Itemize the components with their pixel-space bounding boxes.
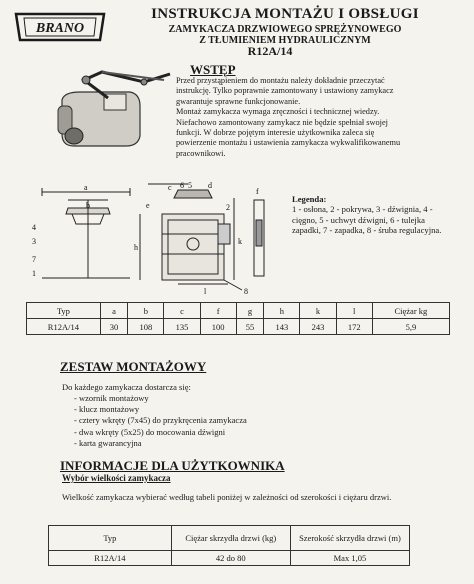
dim-label-a: a — [84, 183, 88, 192]
logo-text: BRANO — [35, 21, 85, 36]
legend — [292, 194, 442, 236]
table-header-cell: h — [264, 303, 300, 319]
list-item: - cztery wkręty (7x45) do przykręcenia zamykacza — [74, 415, 247, 426]
intro-text — [176, 76, 412, 159]
table-cell: 42 do 80 — [171, 551, 290, 566]
table-cell: 135 — [164, 319, 200, 335]
legend-text: 1 - osłona, 2 - pokrywa, 3 - dźwignia, 4 - cięgno, 5 - uchwyt dźwigni, 6 - tulejka zapadki, 7 - zapadka, 8 - śruba regulacyjna. — [292, 204, 442, 236]
table-row — [27, 319, 450, 335]
table-header-row — [27, 303, 450, 319]
document-title: INSTRUKCJA MONTAŻU I OBSŁUGI — [151, 6, 419, 22]
dim-label-c: c — [168, 183, 172, 192]
dim-label-k: k — [238, 237, 242, 246]
dim-label-b: b — [86, 201, 90, 210]
list-item: - klucz montażowy — [74, 404, 247, 415]
table-header-cell: l — [336, 303, 372, 319]
table-cell: 172 — [336, 319, 372, 335]
kit-heading: ZESTAW MONTAŻOWY — [60, 359, 207, 374]
table-header-cell: b — [128, 303, 164, 319]
table-header-cell: c — [164, 303, 200, 319]
intro-paragraph-2: Montaż zamykacza wymaga zręczności i technicznej wiedzy. Niefachowo zamontowany zamykacz nie będzie spełniał swojej funkcji. W dobrze pojętym interesie użytkownika zaleca się powierzenie montażu i ustawienia zamykacza wykwalifikowanemu pracownikowi. — [176, 107, 401, 158]
part-label-3: 3 — [32, 237, 36, 246]
part-label-2: 2 — [226, 203, 230, 212]
kit-intro: Do każdego zamykacza dostarcza się: — [62, 382, 191, 392]
table-header-cell: Typ — [49, 526, 172, 551]
table-cell: 108 — [128, 319, 164, 335]
list-item: - dwa wkręty (5x25) do mocowania dźwigni — [74, 427, 247, 438]
model-number: R12A/14 — [247, 44, 293, 58]
table-header-cell: a — [100, 303, 128, 319]
table-header-row — [49, 526, 410, 551]
selection-table — [48, 525, 410, 566]
part-label-7: 7 — [32, 255, 36, 264]
document-subtitle — [150, 24, 420, 46]
dim-label-h: h — [134, 243, 138, 252]
table-header-cell: Ciężar skrzydła drzwi (kg) — [171, 526, 290, 551]
legend-heading: Legenda: — [292, 194, 327, 204]
dim-label-e: e — [146, 201, 150, 210]
technical-drawing — [28, 180, 288, 298]
brano-logo-emblem — [12, 8, 108, 46]
table-header-cell: Szerokość skrzydła drzwi (m) — [290, 526, 409, 551]
table-cell: 30 — [100, 319, 128, 335]
kit-list — [74, 393, 247, 449]
part-label-5: 5 — [188, 181, 192, 190]
dim-label-f: f — [256, 187, 259, 196]
part-label-8: 8 — [244, 287, 248, 296]
table-cell: R12A/14 — [49, 551, 172, 566]
list-item: - karta gwarancyjna — [74, 438, 247, 449]
table-cell: 5,9 — [372, 319, 449, 335]
subtitle-line-2: Z TŁUMIENIEM HYDRAULICZNYM — [199, 35, 371, 46]
table-row — [49, 551, 410, 566]
table-cell: Max 1,05 — [290, 551, 409, 566]
part-label-6: 6 — [180, 181, 184, 190]
table-header-cell: k — [300, 303, 336, 319]
info-subheading: Wybór wielkości zamykacza — [62, 473, 171, 483]
dim-label-l: l — [204, 287, 207, 296]
table-header-cell: Ciężar kg — [372, 303, 449, 319]
list-item: - wzornik montażowy — [74, 393, 247, 404]
info-heading: INFORMACJE DLA UŻYTKOWNIKA — [60, 458, 285, 473]
dim-label-d: d — [208, 181, 212, 190]
part-label-1: 1 — [32, 269, 36, 278]
table-header-cell: f — [200, 303, 236, 319]
table-header-cell: Typ — [27, 303, 101, 319]
table-cell: 100 — [200, 319, 236, 335]
part-label-4: 4 — [32, 223, 36, 232]
table-cell: 55 — [236, 319, 264, 335]
info-text: Wielkość zamykacza wybierać według tabeli poniżej w zależności od szerokości i ciężaru drzwi. — [62, 492, 392, 502]
brano-logo — [12, 8, 108, 46]
subtitle-line-1: ZAMYKACZA DRZWIOWEGO SPRĘŻYNOWEGO — [168, 24, 402, 35]
table-cell: 243 — [300, 319, 336, 335]
table-cell: 143 — [264, 319, 300, 335]
intro-heading: WSTĘP — [190, 62, 236, 77]
table-header-cell: g — [236, 303, 264, 319]
dimensions-table — [26, 302, 450, 335]
table-cell: R12A/14 — [27, 319, 101, 335]
product-photo — [44, 62, 174, 160]
intro-paragraph-1: Przed przystąpieniem do montażu należy dokładnie przeczytać instrukcję. Tylko poprawnie zamontowany i ustawiony zamykacz gwarantuje sprawne funkcjonowanie. — [176, 76, 394, 106]
